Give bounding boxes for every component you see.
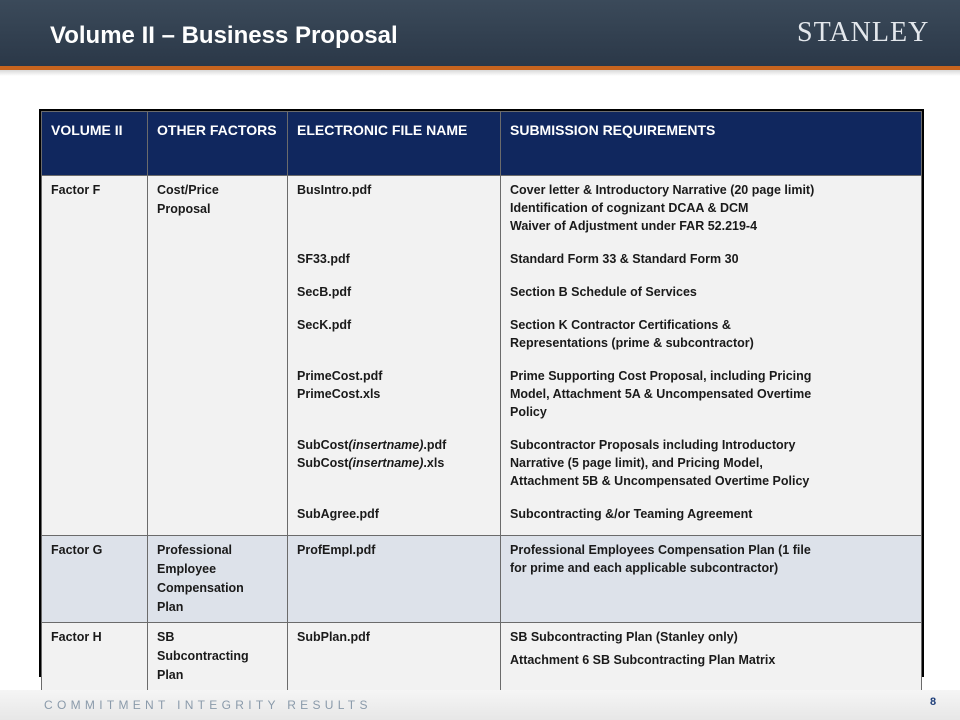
other-factor-line: Plan [157,668,184,682]
submission-table-wrapper [39,109,924,682]
table-row [42,623,922,691]
other-factor-line: Proposal [157,202,211,216]
requirement-line: Model, Attachment 5A & Uncompensated Overtime [510,387,812,401]
page-number: 8 [930,696,937,708]
requirement-line: Prime Supporting Cost Proposal, including Pricing [510,369,812,383]
other-factor-line: SB [157,630,175,644]
file-name: SubCost(insertname).xls [297,456,445,470]
file-name: SecK.pdf [297,318,352,332]
factor-cell: Factor G [42,536,148,623]
file-name: SF33.pdf [297,252,350,266]
requirement-line: Subcontracting &/or Teaming Agreement [510,507,753,521]
requirement-line: Section K Contractor Certifications & [510,318,731,332]
header-shadow [0,70,960,76]
requirement-line: Identification of cognizant DCAA & DCM [510,201,749,215]
requirement-line: Attachment 5B & Uncompensated Overtime Policy [510,474,810,488]
submission-table [41,111,922,691]
other-factor-line: Plan [157,600,184,614]
file-name: BusIntro.pdf [297,183,372,197]
page-title: Volume II – Business Proposal [50,22,398,49]
other-factor-line: Professional [157,543,233,557]
requirement-line: SB Subcontracting Plan (Stanley only) [510,630,738,644]
requirement-line: Narrative (5 page limit), and Pricing Model, [510,456,763,470]
requirement-line: Subcontractor Proposals including Introductory [510,438,796,452]
requirement-line: Professional Employees Compensation Plan (1 file [510,543,811,557]
requirement-line: Waiver of Adjustment under FAR 52.219-4 [510,219,758,233]
file-name: SecB.pdf [297,285,352,299]
factor-cell: Factor H [42,623,148,691]
requirement-line: Cover letter & Introductory Narrative (20 page limit) [510,183,815,197]
other-factors-cell [148,623,288,691]
header-volume: VOLUME II [42,112,148,176]
requirement-line: Policy [510,405,547,419]
file-name-cell [288,536,501,623]
requirements-cell [501,536,922,623]
stanley-logo: STANLEY [797,17,930,48]
requirement-line: for prime and each applicable subcontractor) [510,561,779,575]
file-name: ProfEmpl.pdf [297,543,376,557]
factor-cell: Factor F [42,176,148,536]
file-name: PrimeCost.xls [297,387,381,401]
header-submission-requirements: SUBMISSION REQUIREMENTS [501,112,922,176]
other-factors-cell [148,536,288,623]
other-factor-line: Compensation [157,581,244,595]
requirement-line: Representations (prime & subcontractor) [510,336,754,350]
header-other-factors: OTHER FACTORS [148,112,288,176]
other-factors-cell [148,176,288,536]
file-name: SubCost(insertname).pdf [297,438,447,452]
file-name-cell [288,176,501,536]
other-factor-line: Cost/Price [157,183,219,197]
file-name: PrimeCost.pdf [297,369,383,383]
table-row [42,176,922,536]
header-file-name: ELECTRONIC FILE NAME [288,112,501,176]
requirements-cell [501,623,922,691]
requirement-line: Section B Schedule of Services [510,285,697,299]
requirement-line: Attachment 6 SB Subcontracting Plan Matrix [510,653,776,667]
file-name-cell [288,623,501,691]
requirements-cell [501,176,922,536]
other-factor-line: Subcontracting [157,649,249,663]
file-name: SubAgree.pdf [297,507,379,521]
file-name: SubPlan.pdf [297,630,370,644]
footer-tagline: COMMITMENT INTEGRITY RESULTS [44,698,372,712]
requirement-line: Standard Form 33 & Standard Form 30 [510,252,739,266]
table-row [42,536,922,623]
other-factor-line: Employee [157,562,217,576]
